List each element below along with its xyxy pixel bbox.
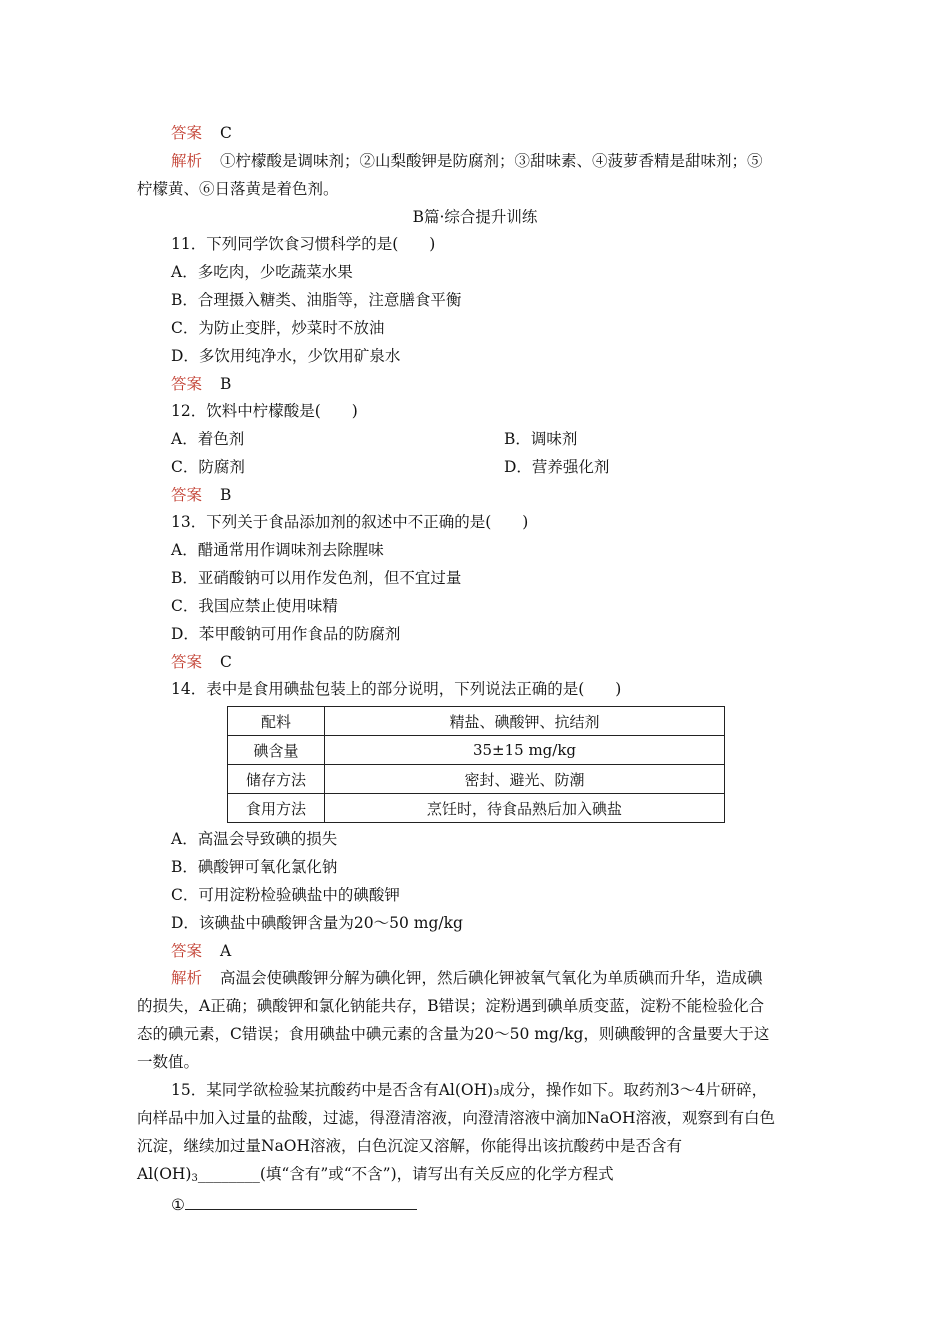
- answer-value: A: [220, 942, 232, 960]
- analysis-tag: 解析: [171, 969, 203, 987]
- q12-option-a: A．着色剂: [171, 430, 245, 448]
- answer-value: B: [220, 375, 232, 393]
- analysis-tag: 解析: [171, 152, 203, 170]
- q14-stem: 14．表中是食用碘盐包装上的部分说明，下列说法正确的是( ): [171, 680, 622, 698]
- table-key-cell: 配料: [228, 707, 325, 736]
- q11-answer: [171, 373, 231, 395]
- table-value-cell: 烹饪时，待食品熟后加入碘盐: [325, 794, 725, 823]
- q14-option-a: A．高温会导致碘的损失: [171, 830, 338, 848]
- answer-blank-line[interactable]: [185, 1193, 417, 1210]
- q13-option-c: C．我国应禁止使用味精: [171, 597, 338, 615]
- analysis-text-cont: 态的碘元素，C错误；食用碘盐中碘元素的含量为20～50 mg/kg，则碘酸钾的含量要大于这: [137, 1025, 770, 1043]
- table-value-cell: 35±15 mg/kg: [325, 736, 725, 765]
- formula-subscript: 3: [191, 1173, 198, 1184]
- answer-value: B: [220, 486, 232, 504]
- table-row: [228, 707, 725, 736]
- answer-tag: 答案: [171, 942, 203, 960]
- answer-tag: 答案: [171, 486, 203, 504]
- table-key-cell: 储存方法: [228, 765, 325, 794]
- answer-tag: 答案: [171, 124, 203, 142]
- iodized-salt-table: [227, 706, 725, 823]
- q11-option-a: A．多吃肉，少吃蔬菜水果: [171, 263, 353, 281]
- item-number: ①: [171, 1196, 185, 1214]
- table-value-cell: 精盐、碘酸钾、抗结剂: [325, 707, 725, 736]
- analysis-text-cont: 的损失，A正确；碘酸钾和氯化钠能共存，B错误；淀粉遇到碘单质变蓝，淀粉不能检验化合: [137, 997, 765, 1015]
- q12-stem: 12．饮料中柠檬酸是( ): [171, 402, 358, 420]
- table-row: [228, 736, 725, 765]
- analysis-text-cont: 一数值。: [137, 1053, 200, 1071]
- q14-answer: [171, 940, 231, 962]
- q14-analysis-line: [171, 967, 763, 989]
- table-key-cell: 碘含量: [228, 736, 325, 765]
- answer-value: C: [220, 653, 232, 671]
- table-value-cell: 密封、避光、防潮: [325, 765, 725, 794]
- q15-stem-line3: 沉淀，继续加过量NaOH溶液，白色沉淀又溶解，你能得出该抗酸药中是否含有: [137, 1137, 683, 1155]
- q12-answer: [171, 484, 231, 506]
- formula-prefix: Al(OH): [137, 1165, 192, 1183]
- q12-option-d: D．营养强化剂: [504, 458, 610, 476]
- q12-option-b: B．调味剂: [504, 430, 578, 448]
- table-key-cell: 食用方法: [228, 794, 325, 823]
- analysis-text: 高温会使碘酸钾分解为碘化钾，然后碘化钾被氧气氧化为单质碘而升华，造成碘: [220, 969, 763, 987]
- q14-option-b: B．碘酸钾可氧化氯化钠: [171, 858, 338, 876]
- answer-tag: 答案: [171, 375, 203, 393]
- q13-option-d: D．苯甲酸钠可用作食品的防腐剂: [171, 625, 401, 643]
- q13-stem: 13．下列关于食品添加剂的叙述中不正确的是( ): [171, 513, 529, 531]
- section-title: B篇·综合提升训练: [412, 208, 538, 226]
- q15-answer-item-1: [171, 1193, 417, 1216]
- q13-answer: [171, 651, 232, 673]
- q15-stem-line2: 向样品中加入过量的盐酸，过滤，得澄清溶液，向澄清溶液中滴加NaOH溶液，观察到有白色: [137, 1109, 776, 1127]
- table-row: [228, 765, 725, 794]
- q11-option-d: D．多饮用纯净水，少饮用矿泉水: [171, 347, 401, 365]
- q11-option-b: B．合理摄入糖类、油脂等，注意膳食平衡: [171, 291, 462, 309]
- analysis-text: ①柠檬酸是调味剂；②山梨酸钾是防腐剂；③甜味素、④菠萝香精是甜味剂；⑤: [220, 152, 763, 170]
- answer-value: C: [220, 124, 232, 142]
- q15-stem-line1: 15．某同学欲检验某抗酸药中是否含有Al(OH)₃成分，操作如下。取药剂3～4片研碎，: [171, 1081, 768, 1099]
- stem-suffix: ________(填“含有”或“不含”)，请写出有关反应的化学方程式: [197, 1165, 614, 1183]
- prev-answer-line: [171, 122, 232, 144]
- q11-option-c: C．为防止变胖，炒菜时不放油: [171, 319, 385, 337]
- q14-option-d: D．该碘盐中碘酸钾含量为20～50 mg/kg: [171, 914, 463, 932]
- q13-option-b: B．亚硝酸钠可以用作发色剂，但不宜过量: [171, 569, 462, 587]
- q13-option-a: A．醋通常用作调味剂去除腥味: [171, 541, 384, 559]
- answer-tag: 答案: [171, 653, 203, 671]
- q11-stem: 11．下列同学饮食习惯科学的是( ): [171, 235, 436, 253]
- q14-option-c: C．可用淀粉检验碘盐中的碘酸钾: [171, 886, 400, 904]
- prev-analysis-line: [171, 150, 763, 172]
- q12-option-c: C．防腐剂: [171, 458, 245, 476]
- table-row: [228, 794, 725, 823]
- q15-stem-line4: [137, 1163, 614, 1190]
- analysis-text-cont: 柠檬黄、⑥日落黄是着色剂。: [137, 180, 339, 198]
